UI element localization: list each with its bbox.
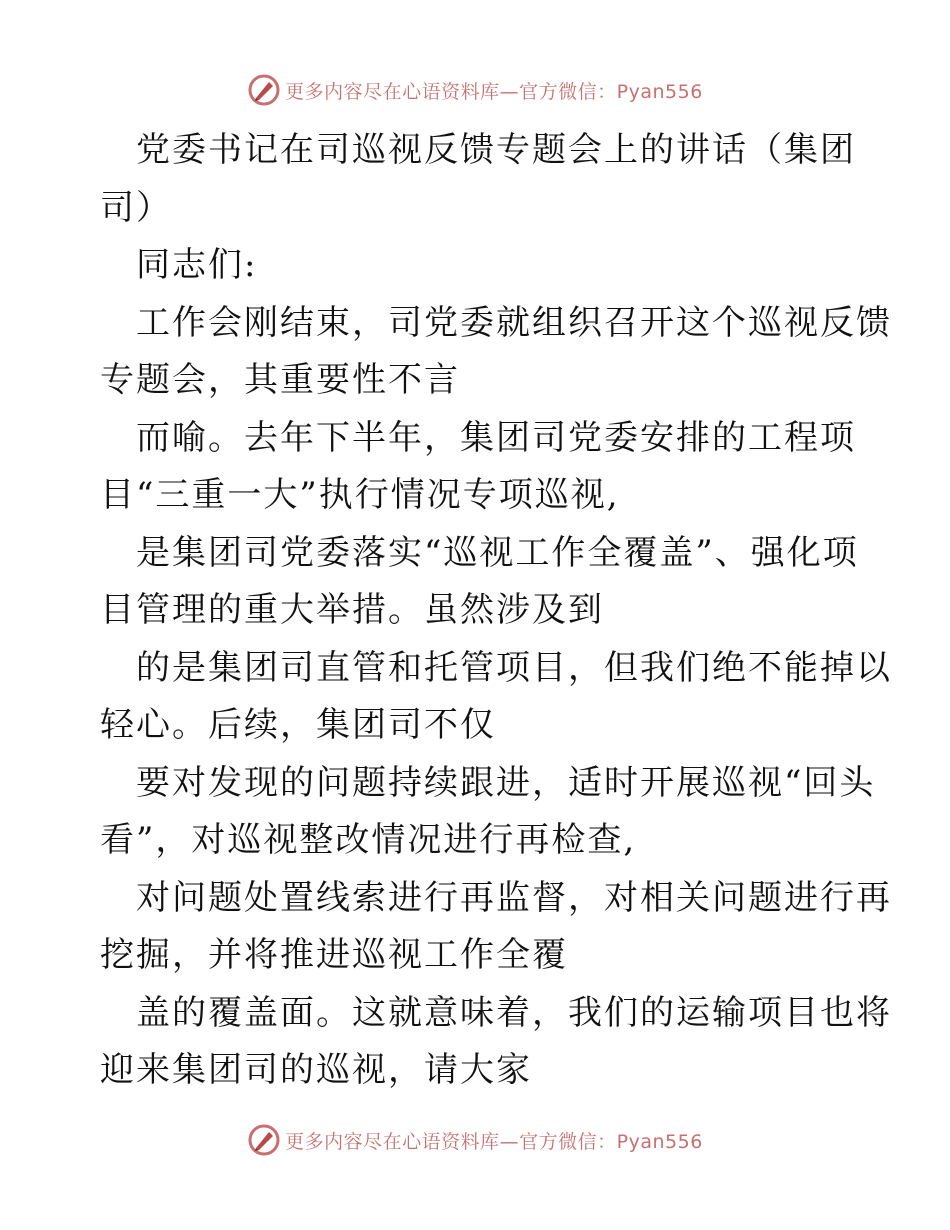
text-line: 对问题处置线索进行再监督，对相关问题进行再 xyxy=(136,877,892,918)
text-line: 工作会刚结束，司党委就组织召开这个巡视反馈 xyxy=(136,302,892,343)
text-line: 目管理的重大举措。虽然涉及到 xyxy=(100,590,604,630)
text-line: 是集团司党委落实“巡视工作全覆盖”、强化项 xyxy=(136,532,859,573)
text-line: 目“三重一大”执行情况专项巡视, xyxy=(100,475,620,515)
text-line: 迎来集团司的巡视，请大家 xyxy=(100,1050,532,1090)
text-line: 党委书记在司巡视反馈专题会上的讲话（集团 xyxy=(136,130,856,170)
text-line: 司） xyxy=(100,187,172,228)
document-body xyxy=(100,122,892,1100)
pen-nib-circle-icon xyxy=(247,73,281,107)
text-line: 盖的覆盖面。这就意味着，我们的运输项目也将 xyxy=(136,992,892,1033)
text-line: 看”，对巡视整改情况进行再检查, xyxy=(100,820,637,860)
text-line: 专题会，其重要性不言 xyxy=(100,360,460,400)
text-line: 挖掘，并将推进巡视工作全覆 xyxy=(100,935,568,975)
text-line: 的是集团司直管和托管项目，但我们绝不能掉以 xyxy=(136,647,892,688)
text-line: 而喻。去年下半年，集团司党委安排的工程项 xyxy=(136,417,856,458)
text-line: 要对发现的问题持续跟进，适时开展巡视“回头 xyxy=(136,762,876,803)
header-banner-text: 更多内容尽在心语资料库—官方微信：Pyan556 xyxy=(285,80,703,103)
footer-banner xyxy=(0,1120,950,1160)
text-line: 同志们: xyxy=(136,245,258,285)
text-line: 轻心。后续，集团司不仅 xyxy=(100,705,496,745)
footer-banner-text: 更多内容尽在心语资料库—官方微信：Pyan556 xyxy=(285,1130,703,1153)
pen-nib-circle-icon xyxy=(247,1123,281,1157)
header-banner xyxy=(0,70,950,110)
